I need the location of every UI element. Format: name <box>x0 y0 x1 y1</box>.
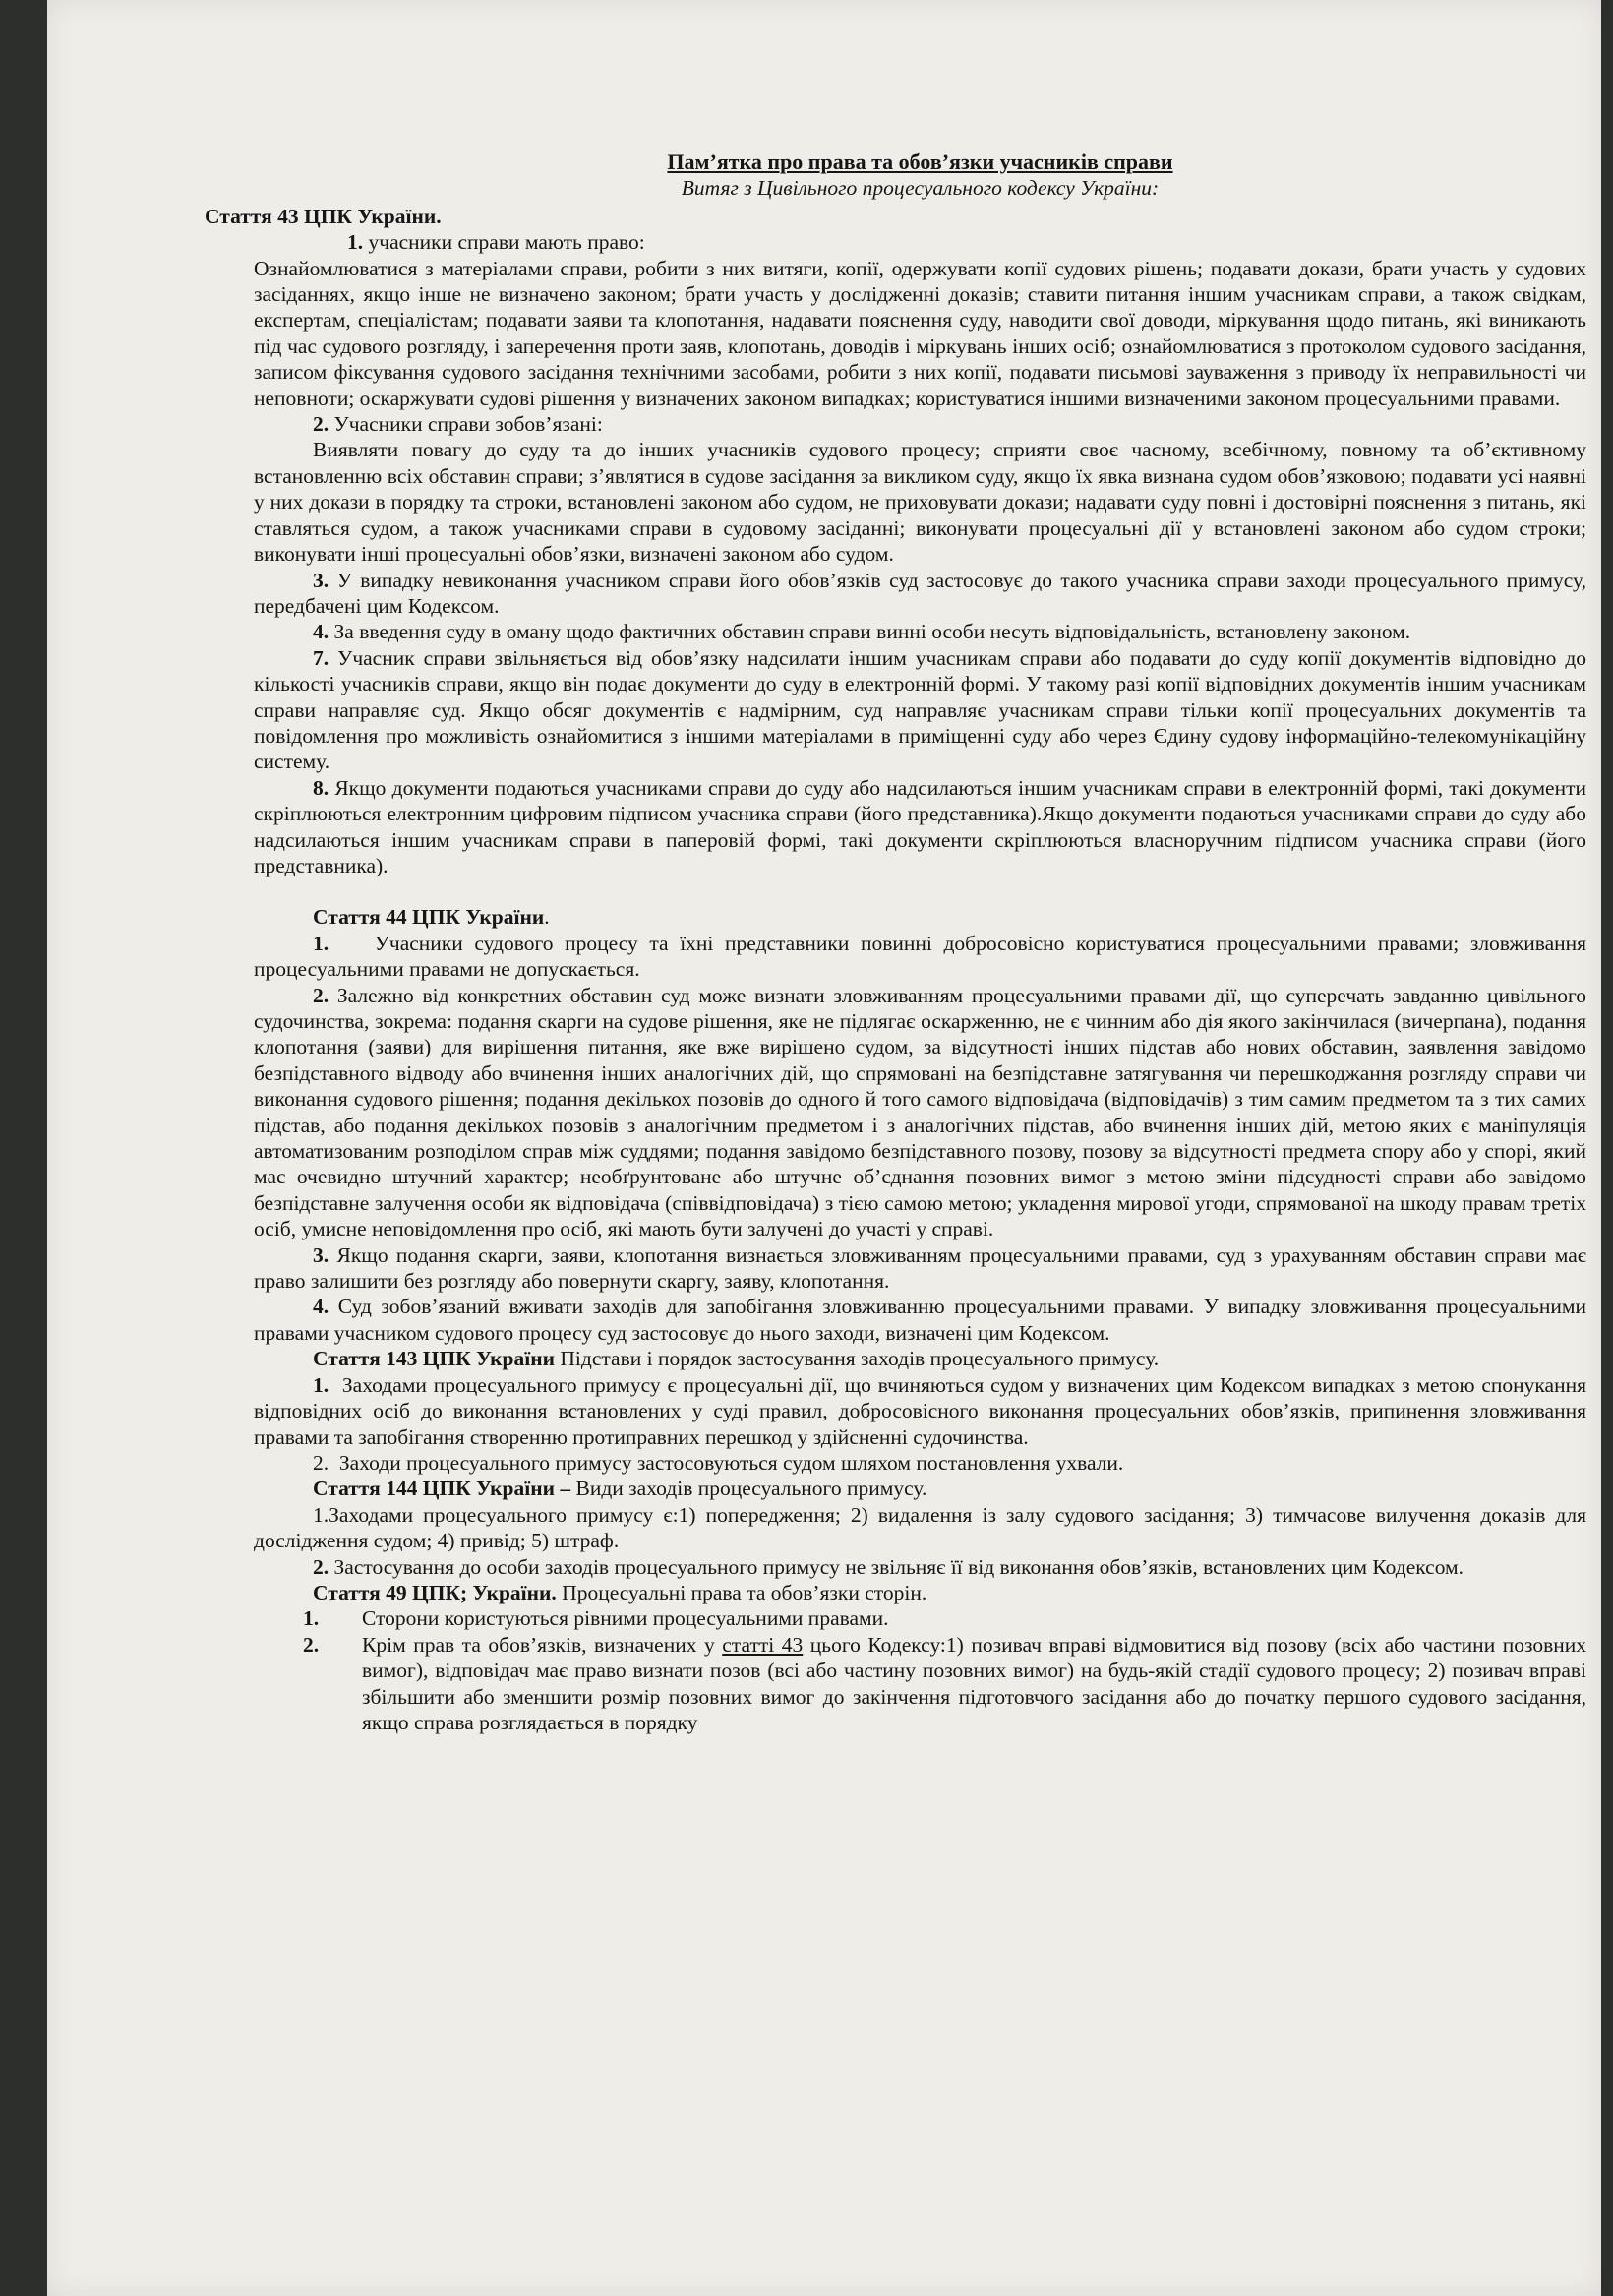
article-43-link[interactable]: статті 43 <box>722 1632 804 1657</box>
item-text: Залежно від конкретних обставин суд може визнати зловживанням процесуальними правами дії, що суперечать завданню цивільного судочинства, зокрема: подання скарги на судове рішення, яке не підлягає оскарженню, не є чинним або дія якого закінчилася (вичерпана), подання клопотання (заяви) для вирішення питання, яке вже вирішено судом, за відсутності інших підстав або нових обставин, заявлення завідомо безпідставного відводу або вчинення інших аналогічних дій, що спрямовані на безпідставне затягування чи перешкоджання розгляду справи чи виконання судового рішення; подання декількох позовів до одного й того самого відповідача (відповідачів) з тим самим предметом та з тих самих підстав, або подання декількох позовів з аналогічним предметом і з аналогічних підстав, або вчинення інших дій, метою яких є маніпуляція автоматизованим розподілом справ між суддями; подання завідомо безпідставного позову, позову за відсутності предмета спору або у спорі, який має очевидно штучний характер; необґрунтоване або штучне об’єднання позовних вимог з метою зміни підсудності справи або завідомо безпідставне залучення особи як відповідача (співвідповідача) з тією самою метою; укладення мирової угоди, спрямованої на шкоду правам третіх осіб, умисне неповідомлення про осіб, які мають бути залучені до участі у справі. <box>254 983 1587 1241</box>
article-49-heading-line <box>254 1580 1586 1605</box>
item-number: 3. <box>313 568 329 592</box>
item-number: 2. <box>313 412 329 437</box>
article-49-item-2 <box>254 1632 1586 1736</box>
article-144-item-2 <box>254 1554 1586 1580</box>
item-text: Сторони користуються рівними процесуальними правами. <box>362 1606 889 1631</box>
item-text: Заходами процесуального примусу є процесуальні дії, що вчиняються судом у визначених цим Кодексом випадках з метою спонукання відповідних осіб до виконання встановлених у суді правил, добросовісного виконання процесуальних обов’язків, припинення зловживання правами та запобігання створенню протиправних перешкод у здійсненні судочинства. <box>254 1372 1586 1449</box>
item-number: 1. <box>313 931 329 955</box>
article-43-item-3 <box>254 568 1586 620</box>
article-44-item-4 <box>254 1294 1586 1346</box>
document-page <box>47 0 1601 2296</box>
item-number: 1. <box>313 1372 329 1397</box>
item-text: Якщо подання скарги, заяви, клопотання визнається зловживанням процесуальними правами, суд з урахуванням обставин справи має право залишити без розгляду або повернути скаргу, заяву, клопотання. <box>254 1242 1587 1294</box>
article-43-item-7 <box>254 645 1586 775</box>
item-number: 3. <box>313 1242 329 1267</box>
item-number: 1. <box>303 1606 320 1631</box>
article-144-heading-line <box>254 1476 1586 1501</box>
item-number: 2. <box>313 1450 329 1475</box>
item-number: 4. <box>313 620 329 644</box>
item-text: Якщо документи подаються учасниками справи до суду або надсилаються іншим учасникам справи в електронній формі, такі документи скріплюються електронним цифровим підписом учасника справи (його представника).Якщо документи подаються учасниками справи до суду або надсилаються іншим учасникам справи в паперовій формі, такі документи скріплюються власноручним підписом учасника справи (його представника). <box>254 775 1586 877</box>
item-text: У випадку невиконання учасником справи його обов’язків суд застосовує до такого учасника справи заходи процесуального примусу, передбачені цим Кодексом. <box>254 568 1587 618</box>
document-title: Пам’ятка про права та обов’язки учасників справи <box>667 150 1173 174</box>
item-text: Застосування до особи заходів процесуального примусу не звільняє її від виконання обов’язків, встановлених цим Кодексом. <box>333 1554 1464 1579</box>
article-143-heading-line <box>254 1346 1586 1371</box>
article-143-heading-rest: Підстави і порядок застосування заходів процесуального примусу. <box>555 1347 1160 1371</box>
article-49-heading: Стаття 49 ЦПК; України. <box>313 1580 557 1604</box>
item-text: Суд зобов’язаний вживати заходів для запобігання зловживанню процесуальними правами. У випадку зловживання процесуальними правами учасником судового процесу суд застосовує до нього заходи, визначені цим Кодексом. <box>254 1295 1587 1345</box>
article-49-item-1 <box>254 1605 1586 1631</box>
article-43-item-8 <box>254 775 1586 879</box>
item-number: 2. <box>303 1632 320 1657</box>
article-144-heading-rest: Види заходів процесуального примусу. <box>570 1477 927 1501</box>
item-intro: учасники справи мають право: <box>368 230 645 255</box>
item-text: Учасник справи звільняється від обов’язку надсилати іншим учасникам справи або подавати до суду копії документів відповідно до кількості учасників справи, якщо він подає документи до суду в електронній формі. У такому разі копії відповідних документів іншим учасникам справи направляє суд. Якщо обсяг документів є надмірним, суд направляє учасникам справи тільки копії процесуальних документів та повідомлення про можливість ознайомитися з іншими матеріалами в приміщенні суду або через Єдину судову інформаційно-телекомунікаційну систему. <box>254 645 1587 774</box>
article-44-heading-line <box>254 904 1586 930</box>
article-44-item-2 <box>254 983 1586 1242</box>
document-subtitle: Витяг з Цивільного процесуального кодексу України: <box>681 176 1160 201</box>
item-text-pre: Крім прав та обов’язків, визначених у <box>362 1632 723 1657</box>
article-44-item-1 <box>254 931 1586 983</box>
item-text: Учасники судового процесу та їхні представники повинні добросовісно користуватися процесуальними правами; зловживання процесуальними правами не допускається. <box>254 931 1587 982</box>
item-number: 2. <box>313 983 329 1007</box>
item-text: За введення суду в оману щодо фактичних обставин справи винні особи несуть відповідальність, встановлену законом. <box>333 620 1411 644</box>
item-number: 1. <box>347 230 364 255</box>
article-144-heading: Стаття 144 ЦПК України – <box>313 1477 571 1501</box>
article-44-heading-dot: . <box>544 905 550 930</box>
item-number: 8. <box>313 775 329 800</box>
document-content <box>205 150 1587 1735</box>
item-number: 7. <box>313 645 329 670</box>
article-44-heading: Стаття 44 ЦПК України <box>313 905 545 930</box>
article-143-item-2 <box>254 1450 1586 1476</box>
article-144-item-1: 1.Заходами процесуального примусу є:1) попередження; 2) видалення із залу судового засідання; 3) тимчасове вилучення доказів для дослідження судом; 4) привід; 5) штраф. <box>254 1502 1586 1553</box>
article-143-heading: Стаття 143 ЦПК України <box>313 1347 556 1371</box>
item-number: 4. <box>313 1295 329 1319</box>
item-number: 2. <box>313 1554 329 1579</box>
article-49-heading-rest: Процесуальні права та обов’язки сторін. <box>556 1580 927 1604</box>
item-intro: Учасники справи зобов’язані: <box>333 412 603 437</box>
article-43-heading-block <box>205 204 1586 229</box>
article-44-item-3 <box>254 1242 1586 1295</box>
item-text: Заходи процесуального примусу застосовуються судом шляхом постановлення ухвали. <box>338 1450 1124 1475</box>
item-text-post: цього Кодексу:1) позивач вправі відмовитися від позову (всіх або частини позовних вимог), відповідач має право визнати позов (всі або частину позовних вимог) на будь-якій стадії судового процесу; 2) позивач вправі збільшити або зменшити розмір позовних вимог до закінчення підготовчого засідання або до початку першого судового засідання, якщо справа розглядається в порядку <box>362 1632 1587 1734</box>
article-43-item-4 <box>254 619 1586 644</box>
article-43-item-2-intro <box>254 411 1586 437</box>
article-143-item-1 <box>254 1372 1586 1450</box>
article-43-item-2-text: Виявляти повагу до суду та до інших учасників судового процесу; сприяти своє часному, всебічному, повному та об’єктивному встановленню всіх обставин справи; з’являтися в судове засідання за викликом суду, якщо їх явка визнана судом обов’язковою; подавати усі наявні у них докази в порядку та строки, встановлені законом або судом, не приховувати докази; надавати суду повні і достовірні пояснення з питань, які ставляться судом, а також учасниками справи в судовому засіданні; виконувати процесуальні дії у встановлені законом або судом строки; виконувати інші процесуальні обов’язки, визначені законом або судом. <box>254 438 1586 567</box>
article-43-item-1-text: Ознайомлюватися з матеріалами справи, робити з них витяги, копії, одержувати копії судових рішень; подавати докази, брати участь у судових засіданнях, якщо інше не визначено законом; брати участь у дослідженні доказів; ставити питання іншим учасникам справи, а також свідкам, експертам, спеціалістам; подавати заяви та клопотання, надавати пояснення суду, наводити свої доводи, міркування щодо питань, які виникають під час судового розгляду, і заперечення проти заяв, клопотань, доводів і міркувань інших осіб; ознайомлюватися з протоколом судового засідання, записом фіксування судового засідання технічними засобами, робити з них копії, подавати письмові зауваження з приводу їх неправильності чи неповноти; оскаржувати судові рішення у визначених законом випадках; користуватися іншими визначеними законом процесуальними правами. <box>254 256 1586 410</box>
article-43-heading: Стаття 43 ЦПК України. <box>205 204 442 228</box>
article-43-item-1-intro <box>254 229 1586 255</box>
